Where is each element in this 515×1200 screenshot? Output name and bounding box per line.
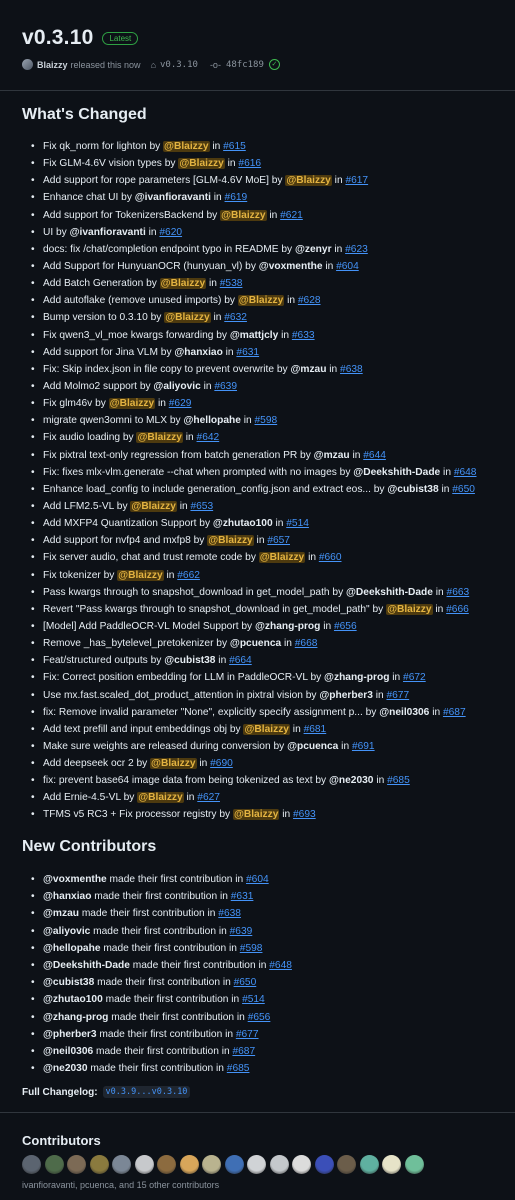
contributor-item — [31, 1043, 501, 1060]
contributor-item — [31, 940, 501, 957]
full-changelog-label: Full Changelog: — [22, 1086, 98, 1098]
tag-icon: ⌂ — [150, 59, 156, 70]
change-item — [31, 429, 511, 446]
in-text: in — [182, 432, 197, 444]
in-text: in — [331, 243, 346, 255]
change-item — [31, 258, 511, 275]
pr-link[interactable]: #642 — [196, 432, 220, 444]
change-item — [31, 738, 511, 755]
change-text: Remove _has_bytelevel_pretokenizer by — [43, 638, 230, 650]
change-item — [31, 292, 511, 309]
whats-changed-heading: What's Changed — [22, 106, 147, 123]
in-text: in — [163, 569, 178, 581]
change-text: Revert "Pass kwargs through to snapshot_download in get_model_path" by — [43, 603, 387, 615]
user-mention[interactable]: @Blaizzy — [179, 158, 224, 170]
in-text: in — [183, 792, 198, 804]
user-mention[interactable]: @Blaizzy — [109, 398, 155, 410]
change-text: Fix: Correct position embedding for LLM in PaddleOCR-VL by — [43, 672, 325, 684]
pr-link[interactable]: #656 — [247, 1011, 271, 1023]
in-text: in — [372, 689, 387, 701]
user-mention[interactable]: @mattjcly — [229, 329, 279, 341]
user-mention[interactable]: @zenyr — [294, 243, 332, 255]
change-item — [31, 498, 511, 515]
pr-link[interactable]: #657 — [267, 535, 290, 547]
contribution-text: made their first contribution in — [94, 977, 234, 989]
in-text: in — [289, 723, 304, 735]
change-text: Fix GLM-4.6V vision types by — [43, 158, 179, 170]
pr-link[interactable]: #672 — [403, 672, 426, 684]
pr-link[interactable]: #514 — [286, 518, 309, 530]
change-text: Feat/structured outputs by — [43, 655, 165, 667]
user-mention[interactable]: @Blaizzy — [131, 500, 176, 512]
in-text: in — [210, 312, 225, 324]
in-text: in — [338, 740, 352, 752]
change-item — [31, 704, 511, 721]
pr-link[interactable]: #604 — [246, 874, 269, 885]
change-text: Use mx.fast.scaled_dot_product_attention in pixtral vision by — [43, 689, 320, 701]
change-text: docs: fix /chat/completion endpoint typo in README by — [43, 243, 295, 255]
divider — [0, 1112, 515, 1113]
change-text: Add Support for HunyuanOCR (hunyuan_vl) by — [43, 260, 259, 272]
change-item — [31, 567, 511, 584]
user-mention[interactable]: @voxmenthe — [43, 874, 107, 885]
pr-link[interactable]: #663 — [446, 586, 470, 598]
pr-link[interactable]: #677 — [235, 1028, 259, 1040]
user-mention[interactable]: @mzau — [43, 908, 79, 920]
user-mention[interactable]: @Blaizzy — [238, 295, 284, 307]
user-mention[interactable]: @Blaizzy — [233, 809, 279, 821]
contribution-text: made their first contribution in — [90, 925, 230, 937]
pr-link[interactable]: #617 — [345, 175, 369, 187]
change-text: fix: prevent base64 image data from being tokenized as text by — [43, 775, 329, 787]
latest-badge: Latest — [102, 32, 138, 45]
contribution-text: made their first contribution in — [96, 1028, 236, 1040]
change-text: Fix qwen3_vl_moe kwargs forwarding by — [43, 329, 230, 341]
user-mention[interactable]: @Blaizzy — [138, 792, 183, 804]
pr-link[interactable]: #660 — [318, 552, 342, 564]
pr-link[interactable]: #514 — [242, 994, 265, 1006]
contributor-avatar[interactable] — [90, 1155, 109, 1174]
pr-link[interactable]: #632 — [224, 312, 247, 324]
contributor-item — [31, 923, 501, 940]
pr-link[interactable]: #650 — [233, 977, 257, 989]
contributor-avatar[interactable] — [405, 1155, 424, 1174]
release-header — [0, 0, 515, 98]
user-mention[interactable]: @zhang-prog — [324, 672, 390, 684]
in-text: in — [215, 655, 230, 667]
change-item — [31, 189, 511, 206]
change-text: Add support for nvfp4 and mxfp8 by — [43, 535, 208, 547]
change-text: migrate qwen3omni to MLX by — [43, 415, 184, 427]
user-mention[interactable]: @ne2030 — [43, 1063, 88, 1075]
in-text: in — [281, 638, 295, 650]
contributor-avatar[interactable] — [22, 1155, 41, 1174]
change-item — [31, 789, 511, 806]
user-mention[interactable]: @Blaizzy — [118, 569, 163, 581]
commit-icon: -o- — [209, 59, 221, 70]
user-mention[interactable]: @zhutao100 — [212, 518, 273, 530]
contribution-text: made their first contribution in — [102, 994, 243, 1006]
author-avatar[interactable] — [22, 59, 33, 70]
change-text: Bump version to 0.3.10 by — [43, 312, 165, 324]
contributor-item — [31, 1060, 501, 1077]
change-item — [31, 378, 511, 395]
user-mention[interactable]: @ne2030 — [328, 775, 374, 787]
change-text: Fix glm46v by — [43, 398, 109, 410]
in-text: in — [224, 158, 239, 170]
change-item — [31, 601, 511, 618]
pr-link[interactable]: #693 — [293, 809, 316, 821]
change-item — [31, 669, 511, 686]
in-text: in — [326, 363, 341, 375]
change-item — [31, 618, 511, 635]
user-mention[interactable]: @aliyovic — [43, 925, 91, 937]
change-text: Add autoflake (remove unused imports) by — [43, 295, 238, 307]
pr-link[interactable]: #620 — [159, 226, 183, 238]
change-text: TFMS v5 RC3 + Fix processor registry by — [43, 809, 233, 821]
user-mention[interactable]: @neil0306 — [379, 706, 430, 718]
in-text: in — [196, 758, 211, 770]
new-contributors-heading: New Contributors — [22, 838, 157, 855]
change-item — [31, 207, 511, 224]
in-text: in — [284, 295, 298, 307]
change-text: Fix: fixes mlx-vlm.generate --chat when prompted with no images by — [43, 466, 354, 478]
change-item — [31, 155, 511, 172]
change-text: fix: Remove invalid parameter "None", explicitly specify assignment p... by — [43, 706, 380, 718]
user-mention[interactable]: @Blaizzy — [387, 603, 432, 615]
contributor-item — [31, 1026, 501, 1043]
user-mention[interactable]: @ivanfioravanti — [69, 226, 146, 238]
contributor-item — [31, 974, 501, 991]
user-mention[interactable]: @neil0306 — [43, 1045, 94, 1057]
pr-link[interactable]: #629 — [168, 398, 192, 410]
contributor-avatar[interactable] — [112, 1155, 131, 1174]
contributor-avatar[interactable] — [202, 1155, 221, 1174]
contributor-item — [31, 905, 501, 922]
change-item — [31, 755, 511, 772]
user-mention[interactable]: @cubist38 — [164, 655, 216, 667]
in-text: in — [272, 518, 287, 530]
change-item — [31, 532, 511, 549]
pr-link[interactable]: #664 — [229, 655, 252, 667]
user-mention[interactable]: @Deekshith-Dade — [346, 586, 433, 598]
in-text: in — [209, 141, 224, 152]
change-item — [31, 361, 511, 378]
contributors-summary: ivanfioravanti, pcuenca, and 15 other contributors — [22, 1180, 220, 1190]
pr-link[interactable]: #619 — [224, 192, 248, 204]
in-text: in — [253, 535, 268, 547]
tag-link[interactable]: v0.3.10 — [160, 59, 198, 70]
release-title[interactable]: v0.3.10 — [22, 26, 94, 49]
change-text: Make sure weights are released during conversion by — [43, 740, 288, 752]
contributor-avatar[interactable] — [337, 1155, 356, 1174]
author-link[interactable]: Blaizzy — [37, 59, 68, 70]
change-item — [31, 224, 511, 241]
change-item — [31, 687, 511, 704]
contributor-item — [31, 1009, 501, 1026]
change-item — [31, 549, 511, 566]
pr-link[interactable]: #687 — [442, 706, 466, 718]
pr-link[interactable]: #644 — [363, 449, 386, 461]
change-item — [31, 481, 511, 498]
pr-link[interactable]: #648 — [269, 959, 292, 971]
user-mention[interactable]: @zhang-prog — [254, 620, 321, 632]
in-text: in — [222, 346, 237, 358]
contributors-heading: Contributors — [22, 1133, 101, 1148]
change-item — [31, 772, 511, 789]
change-text: Add text prefill and input embeddings obj by — [43, 723, 244, 735]
pr-link[interactable]: #631 — [236, 346, 260, 358]
user-mention[interactable]: @Blaizzy — [259, 552, 305, 564]
contributor-avatars — [22, 1155, 424, 1174]
change-text: Fix pixtral text-only regression from batch generation PR by — [43, 449, 314, 461]
contributor-avatar[interactable] — [360, 1155, 379, 1174]
contributor-avatar[interactable] — [292, 1155, 311, 1174]
pr-link[interactable]: #538 — [219, 278, 243, 290]
contributor-avatar[interactable] — [382, 1155, 401, 1174]
change-item — [31, 172, 511, 189]
user-mention[interactable]: @mzau — [313, 449, 350, 461]
change-item — [31, 344, 511, 361]
user-mention[interactable]: @cubist38 — [43, 977, 95, 989]
in-text: in — [440, 466, 454, 478]
user-mention[interactable]: @mzau — [290, 363, 327, 375]
in-text: in — [320, 620, 334, 632]
new-contributors-list — [31, 871, 501, 1077]
user-mention[interactable]: @Blaizzy — [160, 278, 206, 290]
pr-link[interactable]: #615 — [223, 141, 246, 152]
change-item — [31, 721, 511, 738]
pr-link[interactable]: #621 — [280, 209, 303, 221]
pr-link[interactable]: #691 — [351, 740, 375, 752]
in-text: in — [176, 500, 191, 512]
contributor-item — [31, 991, 501, 1008]
user-mention[interactable]: @Blaizzy — [208, 535, 253, 547]
change-text: Add support for rope parameters [GLM-4.6V MoE] by — [43, 175, 286, 187]
change-item — [31, 309, 511, 326]
pr-link[interactable]: #628 — [297, 295, 321, 307]
change-text: Add Batch Generation by — [43, 278, 160, 290]
user-mention[interactable]: @Blaizzy — [165, 312, 210, 324]
pr-link[interactable]: #639 — [229, 925, 253, 937]
user-mention[interactable]: @ivanfioravanti — [134, 192, 211, 204]
pr-link[interactable]: #685 — [387, 775, 410, 787]
divider — [0, 90, 515, 91]
pr-link[interactable]: #650 — [452, 483, 475, 495]
pr-link[interactable]: #616 — [238, 158, 262, 170]
user-mention[interactable]: @Blaizzy — [244, 723, 289, 735]
commit-link[interactable]: 48fc189 — [225, 59, 264, 70]
contributor-avatar[interactable] — [270, 1155, 289, 1174]
change-item — [31, 584, 511, 601]
contribution-text: made their first contribution in — [93, 1045, 233, 1057]
user-mention[interactable]: @pherber3 — [43, 1028, 97, 1040]
contributor-avatar[interactable] — [157, 1155, 176, 1174]
user-mention[interactable]: @pherber3 — [319, 689, 373, 701]
in-text: in — [373, 775, 388, 787]
change-text: Fix server audio, chat and trust remote code by — [43, 552, 259, 564]
in-text: in — [145, 226, 160, 238]
user-mention[interactable]: @Blaizzy — [137, 432, 182, 444]
contributor-avatar[interactable] — [45, 1155, 64, 1174]
user-mention[interactable]: @hanxiao — [174, 346, 223, 358]
change-text: Fix tokenizer by — [43, 569, 118, 581]
changes-list — [31, 138, 511, 824]
in-text: in — [210, 192, 225, 204]
contributor-avatar[interactable] — [225, 1155, 244, 1174]
pr-link[interactable]: #690 — [210, 758, 233, 770]
pr-link[interactable]: #666 — [446, 603, 469, 615]
in-text: in — [429, 706, 443, 718]
pr-link[interactable]: #687 — [232, 1045, 256, 1057]
pr-link[interactable]: #623 — [345, 243, 368, 255]
contribution-text: made their first contribution in — [87, 1063, 227, 1075]
user-mention[interactable]: @pcuenca — [229, 638, 282, 650]
contributor-avatar[interactable] — [180, 1155, 199, 1174]
in-text: in — [305, 552, 319, 564]
contributor-item — [31, 871, 501, 888]
contributor-item — [31, 957, 501, 974]
user-mention[interactable]: @Blaizzy — [221, 209, 266, 221]
pr-link[interactable]: #668 — [294, 638, 318, 650]
contributor-avatar[interactable] — [135, 1155, 154, 1174]
release-meta — [22, 59, 493, 70]
pr-link[interactable]: #604 — [336, 260, 359, 272]
change-text: Enhance load_config to include generation_config.json and extract eos... by — [43, 483, 388, 495]
contribution-text: made their first contribution in — [91, 891, 231, 903]
change-text: Enhance chat UI by — [43, 192, 135, 204]
change-text: Fix: Skip index.json in file copy to prevent overwrite by — [43, 363, 291, 375]
full-changelog — [22, 1086, 190, 1098]
user-mention[interactable]: @zhang-prog — [43, 1011, 109, 1023]
user-mention[interactable]: @zhutao100 — [43, 994, 103, 1006]
change-item — [31, 138, 511, 155]
pr-link[interactable]: #662 — [177, 569, 200, 581]
pr-link[interactable]: #656 — [333, 620, 357, 632]
in-text: in — [432, 603, 447, 615]
in-text: in — [432, 586, 447, 598]
verified-check-icon: ✓ — [269, 59, 280, 70]
contributor-item — [31, 888, 501, 905]
user-mention[interactable]: @hellopahe — [183, 415, 241, 427]
change-item — [31, 275, 511, 292]
user-mention[interactable]: @pcuenca — [287, 740, 339, 752]
contribution-text: made their first contribution in — [108, 1011, 248, 1023]
pr-link[interactable]: #677 — [386, 689, 410, 701]
pr-link[interactable]: #633 — [291, 329, 315, 341]
pr-link[interactable]: #638 — [218, 908, 241, 920]
pr-link[interactable]: #598 — [254, 415, 278, 427]
user-mention[interactable]: @Deekshith-Dade — [353, 466, 441, 478]
pr-link[interactable]: #638 — [340, 363, 363, 375]
pr-link[interactable]: #598 — [239, 942, 263, 954]
change-item — [31, 464, 511, 481]
change-text: Add Ernie-4.5-VL by — [43, 792, 138, 804]
title-row — [22, 26, 493, 50]
contributor-avatar[interactable] — [67, 1155, 86, 1174]
user-mention[interactable]: @Blaizzy — [286, 175, 331, 187]
in-text: in — [240, 415, 255, 427]
user-mention[interactable]: @hellopahe — [43, 942, 101, 954]
user-mention[interactable]: @Deekshith-Dade — [43, 959, 130, 971]
contribution-text: made their first contribution in — [129, 959, 270, 971]
change-text: Add Molmo2 support by — [43, 380, 154, 392]
change-text: Add support for TokenizersBackend by — [43, 209, 221, 221]
in-text: in — [200, 380, 215, 392]
user-mention[interactable]: @voxmenthe — [258, 260, 323, 272]
user-mention[interactable]: @Blaizzy — [151, 758, 196, 770]
change-text: Add LFM2.5-VL by — [43, 500, 131, 512]
pr-link[interactable]: #627 — [197, 792, 220, 804]
in-text: in — [278, 329, 292, 341]
contribution-text: made their first contribution in — [78, 908, 219, 920]
in-text: in — [322, 260, 337, 272]
change-item — [31, 652, 511, 669]
change-text: Add deepseek ocr 2 by — [43, 758, 151, 770]
user-mention[interactable]: @hanxiao — [43, 891, 92, 903]
pr-link[interactable]: #653 — [190, 500, 214, 512]
contribution-text: made their first contribution in — [106, 874, 247, 885]
contributor-avatar[interactable] — [315, 1155, 334, 1174]
in-text: in — [206, 278, 220, 290]
user-mention[interactable]: @Blaizzy — [164, 141, 209, 152]
in-text: in — [331, 175, 346, 187]
user-mention[interactable]: @aliyovic — [153, 380, 201, 392]
change-item — [31, 327, 511, 344]
contribution-text: made their first contribution in — [100, 942, 240, 954]
change-text: Add support for Jina VLM by — [43, 346, 175, 358]
change-text: UI by — [43, 226, 70, 238]
change-text: Fix qk_norm for lighton by — [43, 141, 164, 152]
contributor-avatar[interactable] — [247, 1155, 266, 1174]
in-text: in — [438, 483, 453, 495]
change-text: Pass kwargs through to snapshot_download in get_model_path by — [43, 586, 346, 598]
in-text: in — [279, 809, 294, 821]
pr-link[interactable]: #685 — [226, 1063, 250, 1075]
change-item — [31, 412, 511, 429]
released-text: released this now — [70, 59, 141, 70]
pr-link[interactable]: #639 — [214, 380, 237, 392]
change-text: Add MXFP4 Quantization Support by — [43, 518, 213, 530]
change-item — [31, 447, 511, 464]
in-text: in — [349, 449, 364, 461]
in-text: in — [389, 672, 404, 684]
pr-link[interactable]: #631 — [230, 891, 254, 903]
full-changelog-link[interactable]: v0.3.9...v0.3.10 — [103, 1086, 191, 1098]
in-text: in — [266, 209, 281, 221]
change-text: [Model] Add PaddleOCR-VL Model Support by — [43, 620, 255, 632]
change-item — [31, 241, 511, 258]
in-text: in — [155, 398, 169, 410]
change-item — [31, 635, 511, 652]
pr-link[interactable]: #648 — [453, 466, 477, 478]
user-mention[interactable]: @cubist38 — [387, 483, 439, 495]
change-item — [31, 806, 511, 823]
pr-link[interactable]: #681 — [303, 723, 327, 735]
change-item — [31, 515, 511, 532]
change-item — [31, 395, 511, 412]
change-text: Fix audio loading by — [43, 432, 137, 444]
